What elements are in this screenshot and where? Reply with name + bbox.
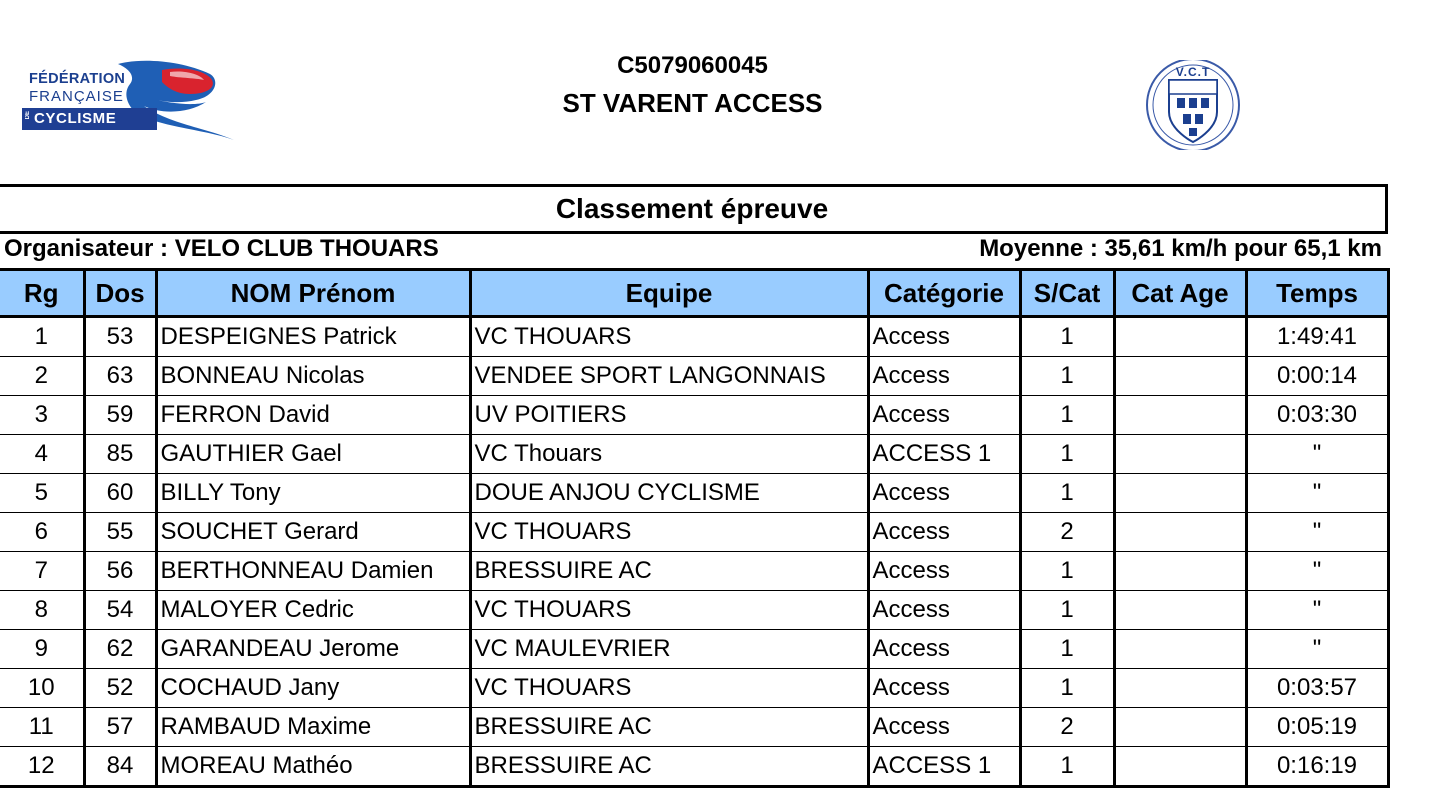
table-row [0,669,1388,708]
cell-age-category [1114,669,1246,708]
cell-category: Access [868,591,1020,630]
cell-bib: 53 [84,317,156,357]
cell-age-category [1114,396,1246,435]
cell-team: VC THOUARS [470,317,868,357]
cell-age-category [1114,708,1246,747]
cell-subcategory: 1 [1020,669,1114,708]
cell-team: VC THOUARS [470,669,868,708]
cell-rank: 10 [0,669,84,708]
col-header-name: NOM Prénom [156,270,470,317]
cell-rank: 3 [0,396,84,435]
cell-age-category [1114,435,1246,474]
cell-age-category [1114,317,1246,357]
table-row [0,630,1388,669]
cell-team: BRESSUIRE AC [470,708,868,747]
club-crest-text: V.C.T [1175,65,1211,79]
cell-team: BRESSUIRE AC [470,552,868,591]
table-row [0,552,1388,591]
cell-bib: 85 [84,435,156,474]
cell-team: VC Thouars [470,435,868,474]
cell-name: FERRON David [156,396,470,435]
average-speed-line: Moyenne : 35,61 km/h pour 65,1 km [979,235,1382,262]
cell-category: Access [868,630,1020,669]
cell-name: COCHAUD Jany [156,669,470,708]
cell-bib: 57 [84,708,156,747]
cell-subcategory: 1 [1020,435,1114,474]
cell-subcategory: 1 [1020,552,1114,591]
ffc-logo-line2: FRANÇAISE [29,88,124,105]
cell-name: MALOYER Cedric [156,591,470,630]
col-header-category: Catégorie [868,270,1020,317]
ffc-logo [20,58,238,146]
cell-time: 0:16:19 [1246,747,1388,787]
ffc-logo-de: DE [25,111,31,120]
cell-rank: 6 [0,513,84,552]
cell-subcategory: 1 [1020,747,1114,787]
cell-subcategory: 2 [1020,513,1114,552]
cell-subcategory: 1 [1020,474,1114,513]
cell-subcategory: 1 [1020,591,1114,630]
cell-bib: 60 [84,474,156,513]
cell-time: " [1246,630,1388,669]
cell-name: BERTHONNEAU Damien [156,552,470,591]
table-row [0,747,1388,787]
cell-team: VC THOUARS [470,591,868,630]
cell-bib: 59 [84,396,156,435]
cell-time: " [1246,552,1388,591]
cell-team: VC MAULEVRIER [470,630,868,669]
col-header-bib: Dos [84,270,156,317]
cell-age-category [1114,357,1246,396]
ffc-logo-line1: FÉDÉRATION [29,71,126,87]
table-row [0,708,1388,747]
cell-name: DESPEIGNES Patrick [156,317,470,357]
cell-rank: 7 [0,552,84,591]
cell-age-category [1114,552,1246,591]
cell-subcategory: 1 [1020,357,1114,396]
cell-age-category [1114,630,1246,669]
cell-bib: 54 [84,591,156,630]
cell-name: BONNEAU Nicolas [156,357,470,396]
cell-rank: 5 [0,474,84,513]
col-header-rank: Rg [0,270,84,317]
cell-time: 0:05:19 [1246,708,1388,747]
cell-time: 0:03:57 [1246,669,1388,708]
results-title: Classement épreuve [555,193,829,224]
table-row [0,474,1388,513]
cell-bib: 62 [84,630,156,669]
col-header-subcategory: S/Cat [1020,270,1114,317]
table-row [0,591,1388,630]
cell-bib: 56 [84,552,156,591]
cell-category: Access [868,357,1020,396]
cell-category: Access [868,317,1020,357]
race-code: C5079060045 [617,52,768,79]
cell-category: ACCESS 1 [868,747,1020,787]
cell-rank: 11 [0,708,84,747]
cell-time: 1:49:41 [1246,317,1388,357]
cell-name: BILLY Tony [156,474,470,513]
table-row [0,513,1388,552]
cell-category: Access [868,513,1020,552]
cell-rank: 12 [0,747,84,787]
col-header-team: Equipe [470,270,868,317]
club-crest-logo [1143,60,1243,150]
cell-team: UV POITIERS [470,396,868,435]
results-title-box [0,184,1388,234]
cell-age-category [1114,474,1246,513]
cell-team: BRESSUIRE AC [470,747,868,787]
cell-time: " [1246,474,1388,513]
table-row [0,435,1388,474]
cell-bib: 63 [84,357,156,396]
cell-bib: 84 [84,747,156,787]
cell-time: " [1246,591,1388,630]
table-row [0,317,1388,357]
col-header-age-category: Cat Age [1114,270,1246,317]
organizer-line: Organisateur : VELO CLUB THOUARS [4,235,439,262]
ffc-logo-line3: CYCLISME [34,110,117,127]
cell-bib: 55 [84,513,156,552]
cell-age-category [1114,591,1246,630]
cell-time: " [1246,513,1388,552]
cell-category: Access [868,708,1020,747]
cell-name: RAMBAUD Maxime [156,708,470,747]
cell-rank: 8 [0,591,84,630]
cell-category: ACCESS 1 [868,435,1020,474]
cell-team: DOUE ANJOU CYCLISME [470,474,868,513]
cell-age-category [1114,747,1246,787]
cell-bib: 52 [84,669,156,708]
cell-name: SOUCHET Gerard [156,513,470,552]
cell-category: Access [868,552,1020,591]
cell-rank: 9 [0,630,84,669]
cell-team: VC THOUARS [470,513,868,552]
cell-name: GAUTHIER Gael [156,435,470,474]
results-header-row [0,270,1388,317]
results-table [0,268,1390,788]
table-row [0,396,1388,435]
cell-name: GARANDEAU Jerome [156,630,470,669]
cell-category: Access [868,396,1020,435]
cell-rank: 1 [0,317,84,357]
cell-subcategory: 1 [1020,396,1114,435]
table-row [0,357,1388,396]
race-name: ST VARENT ACCESS [562,88,823,118]
cell-category: Access [868,669,1020,708]
cell-rank: 4 [0,435,84,474]
cell-category: Access [868,474,1020,513]
cell-subcategory: 1 [1020,630,1114,669]
cell-subcategory: 2 [1020,708,1114,747]
cell-name: MOREAU Mathéo [156,747,470,787]
cell-time: 0:00:14 [1246,357,1388,396]
cell-age-category [1114,513,1246,552]
col-header-time: Temps [1246,270,1388,317]
cell-time: 0:03:30 [1246,396,1388,435]
cell-rank: 2 [0,357,84,396]
cell-team: VENDEE SPORT LANGONNAIS [470,357,868,396]
cell-time: " [1246,435,1388,474]
cell-subcategory: 1 [1020,317,1114,357]
